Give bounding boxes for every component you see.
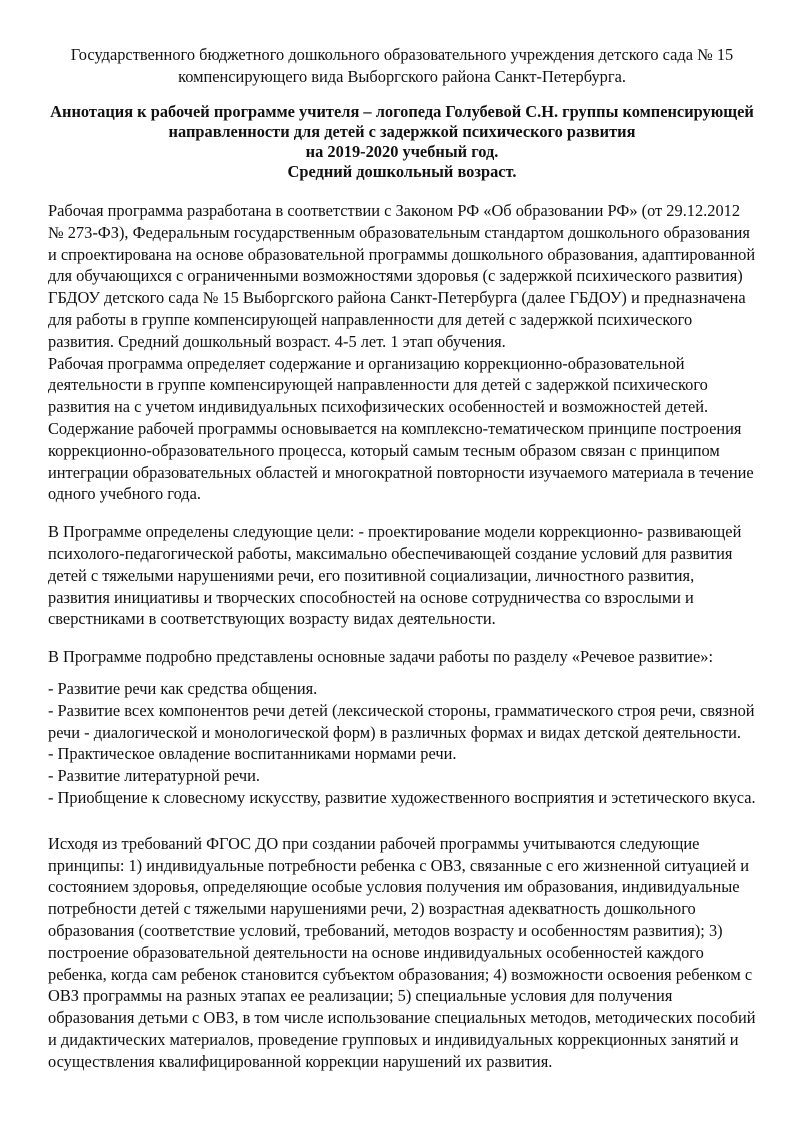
title-line-1: Аннотация к рабочей программе учителя – логопеда Голубевой С.Н. группы компенсирующей [50,102,754,121]
list-item: - Развитие литературной речи. [48,766,261,786]
institution-line-2: компенсирующего вида Выборгского района Санкт-Петербурга. [178,67,626,86]
institution-header [48,44,756,88]
paragraph-program-content: Рабочая программа определяет содержание и организацию коррекционно-образовательной деятельности в группе компенсирующей направленности для детей с задержкой психического развития на с учетом индивидуальных психофизических особенностей и возможностей детей. [48,353,709,417]
paragraph-principles: Исходя из требований ФГОС ДО при создании рабочей программы учитываются следующие принципы: 1) индивидуальные потребности ребенка с ОВЗ, связанные с его жизненной ситуацией и состоянием здоровья, определяющие особые условия получения им образования, индивидуальные потребности детей с тяжелыми нарушениями речи, 2) возрастная адекватность дошкольного образования (соответствие условий, требований, методов возрасту и особенностям развития); 3) построение образовательной деятельности на основе индивидуальных особенностей каждого ребенка, когда сам ребенок становится субъектом образования; 4) возможности освоения ребенком с ОВЗ программы на разных этапах ее реализации; 5) специальные условия для получения образования детьми с ОВЗ, в том числе использование специальных методов, методических пособий и дидактических материалов, проведение групповых и индивидуальных коррекционных занятий и осуществления квалифицированной коррекции нарушений их развития. [48,833,756,1071]
paragraph-thematic-principle: Содержание рабочей программы основывается на комплексно-тематическом принципе построения коррекционно-образовательного процесса, который самым тесным образом связан с принципом интеграции образовательных областей и многократной повторности изучаемого материала в течение одного учебного года. [48,418,754,504]
list-item: - Развитие всех компонентов речи детей (лексической стороны, грамматического строя речи, связной речи - диалогической и монологической форм) в различных формах и видах детской деятельности. [48,700,755,742]
document-title [48,102,756,182]
title-line-3: на 2019-2020 учебный год. [305,142,499,161]
list-item: - Развитие речи как средства общения. [48,678,318,698]
paragraph-goals: В Программе определены следующие цели: - проектирование модели коррекционно- развивающей психолого-педагогической работы, максимально обеспечивающей создание условий для развития детей с тяжелыми нарушениями речи, его позитивной социализации, личностного развития, развития инициативы и творческих способностей на основе сотрудничества со взрослыми и сверстниками в соответствующих возрасту видах деятельности. [48,522,742,629]
list-item: - Приобщение к словесному искусству, развитие художественного восприятия и эстетического вкуса. [48,787,756,807]
paragraph-tasks-intro: В Программе подробно представлены основные задачи работы по разделу «Речевое развитие»: [48,647,714,667]
list-item: - Практическое овладение воспитанниками нормами речи. [48,744,457,764]
title-line-4: Средний дошкольный возраст. [287,162,517,181]
institution-line-1: Государственного бюджетного дошкольного образовательного учреждения детского сада № 15 [70,45,734,64]
tasks-list [48,678,756,809]
title-line-2: направленности для детей с задержкой психического развития [168,122,636,141]
paragraph-legal-basis: Рабочая программа разработана в соответствии с Законом РФ «Об образовании РФ» (от 29.12.2012 № 273-ФЗ), Федеральным государственным образовательным стандартом дошкольного образования и спроектирована на основе образовательной программы дошкольного образования, адаптированной для обучающихся с ограниченными возможностями здоровья (с задержкой психического развития) ГБДОУ детского сада № 15 Выборгского района Санкт-Петербурга (далее ГБДОУ) и предназначена для работы в группе компенсирующей направленности для детей с задержкой психического развития. Средний дошкольный возраст. 4-5 лет. 1 этап обучения. [48,201,756,351]
